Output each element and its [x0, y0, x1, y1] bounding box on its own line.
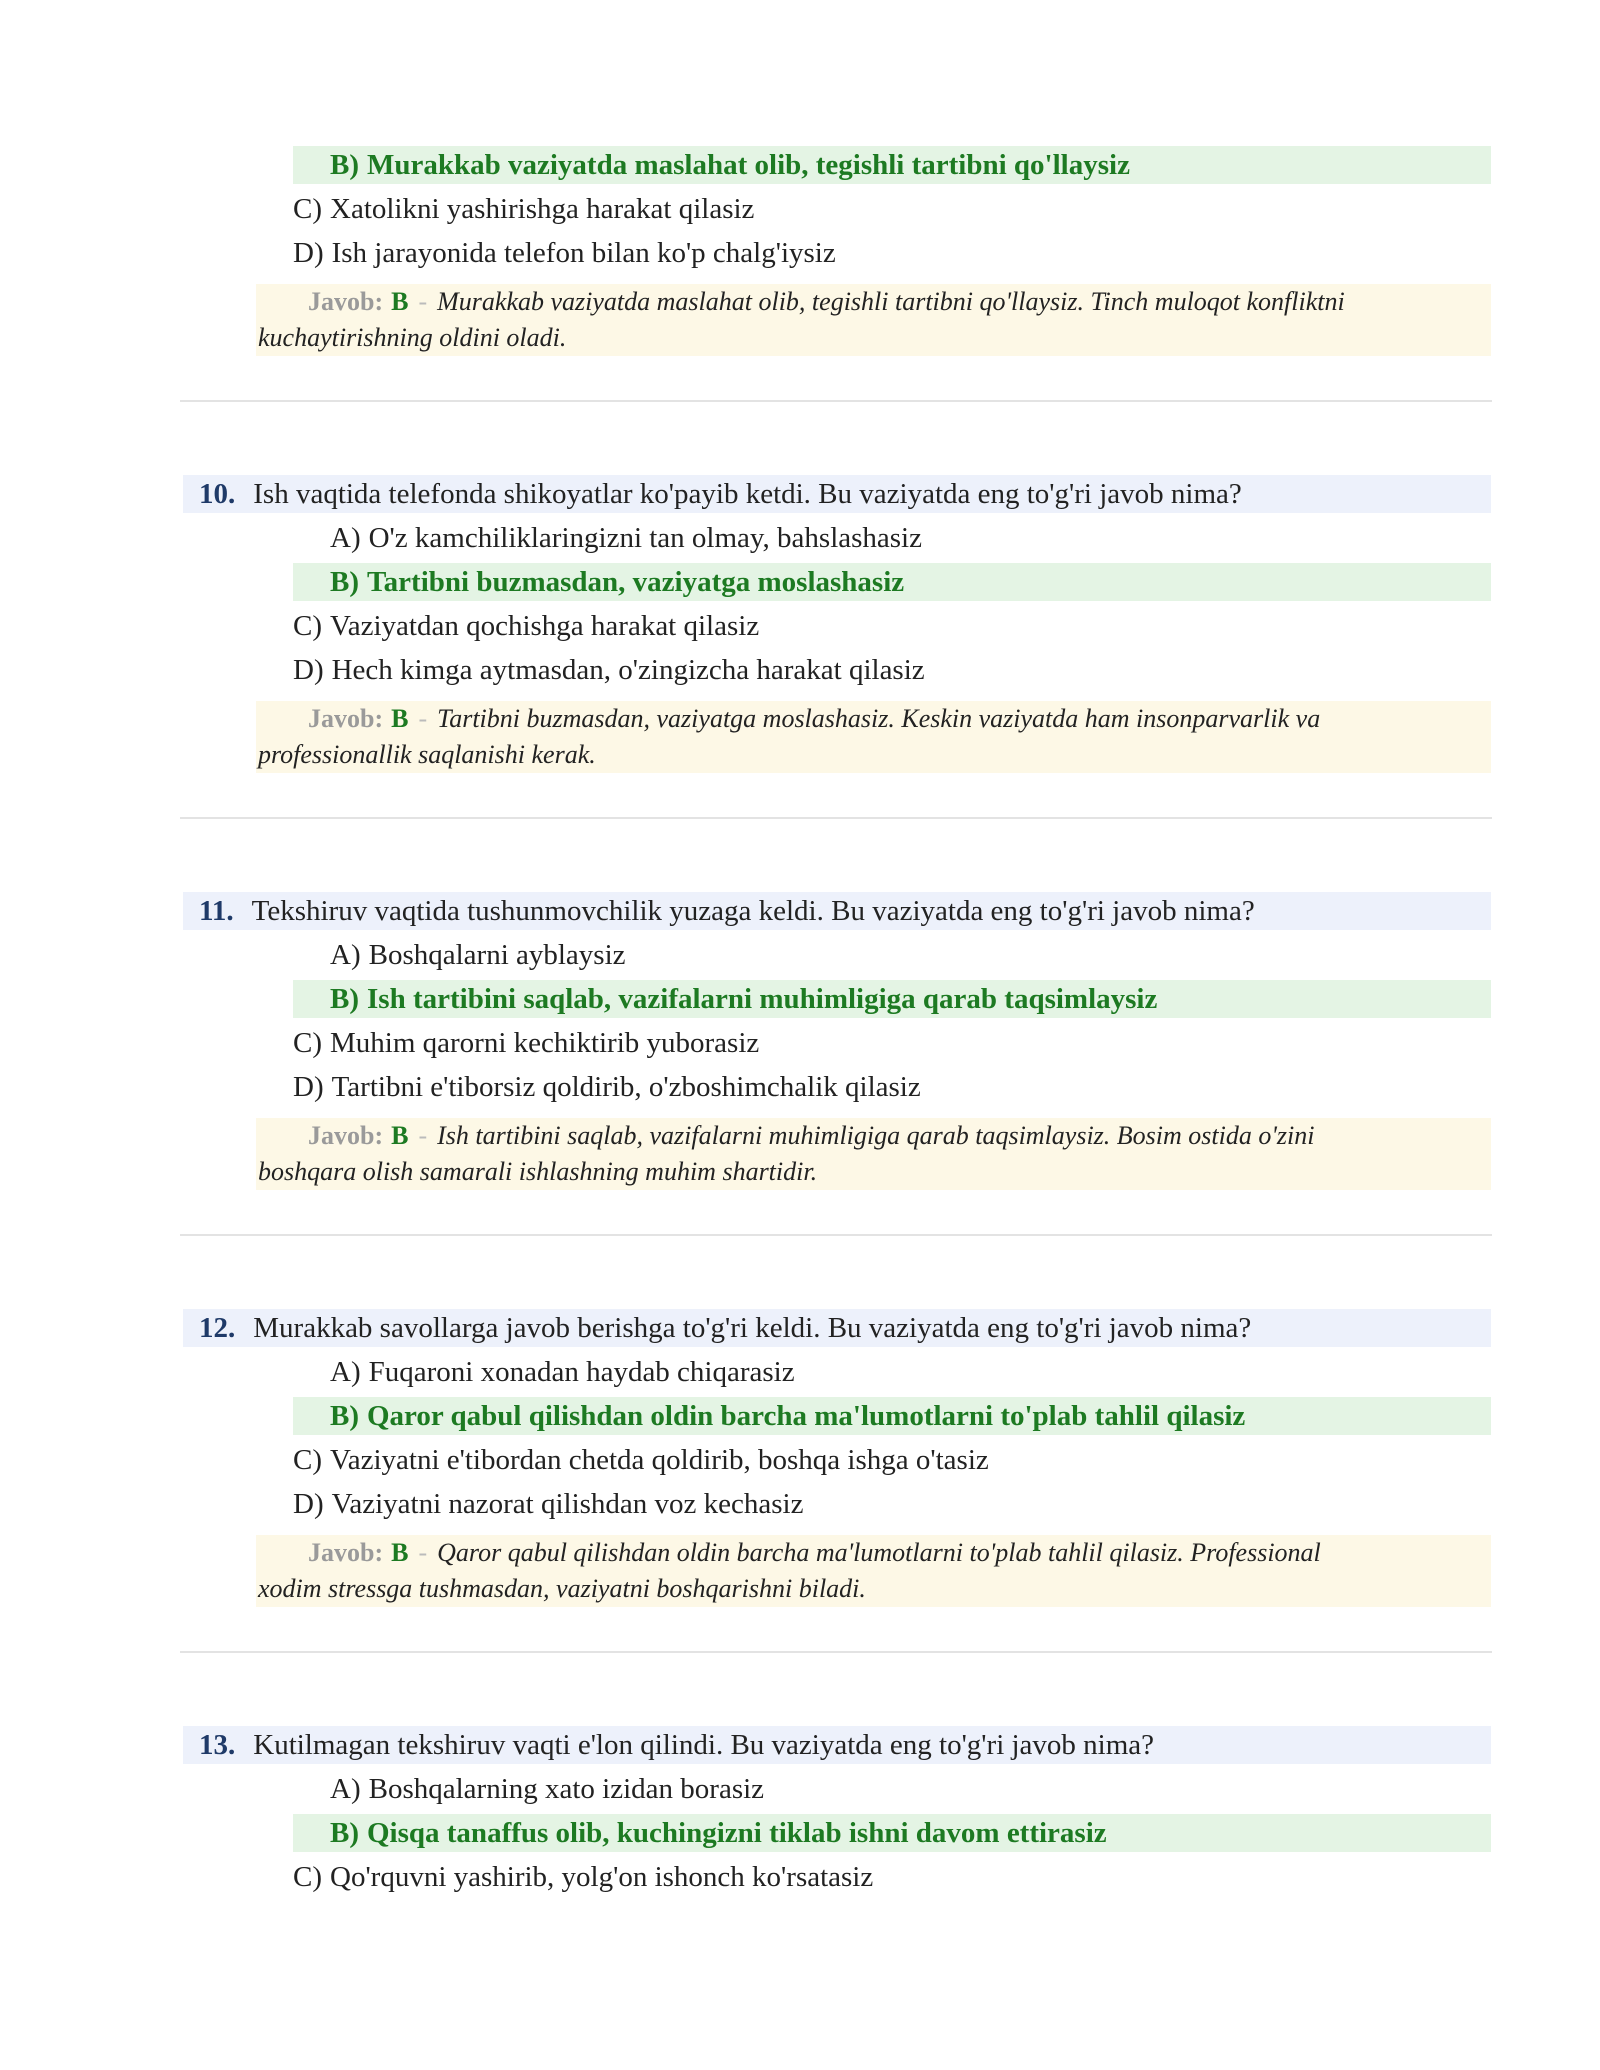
answer-dash: -: [418, 1121, 428, 1150]
option-text: Vaziyatni nazorat qilishdan voz kechasiz: [331, 1487, 804, 1520]
option-label: D): [293, 1070, 324, 1103]
question-text: Murakkab savollarga javob berishga to'g'ri keldi. Bu vaziyatda eng to'g'ri javob nima?: [253, 1311, 1252, 1344]
option-text: Fuqaroni xonadan haydab chiqarasiz: [368, 1355, 795, 1388]
option-label: C): [293, 1026, 322, 1059]
question-number: 12.: [199, 1311, 236, 1344]
question-row: [183, 892, 1491, 930]
option-c: [293, 1858, 873, 1896]
option-label: B): [330, 982, 359, 1015]
option-a: [330, 519, 922, 557]
option-text: Qisqa tanaffus olib, kuchingizni tiklab ishni davom ettirasiz: [367, 1816, 1107, 1849]
answer-dash: -: [418, 704, 428, 733]
option-d: [293, 651, 925, 689]
option-c: [293, 607, 759, 645]
option-b-correct: [293, 980, 1491, 1018]
answer-letter: B: [391, 287, 409, 316]
option-d: [293, 1485, 803, 1523]
option-label: B): [330, 1816, 359, 1849]
option-c: [293, 190, 754, 228]
answer-explanation-line1: Qaror qabul qilishdan oldin barcha ma'lumotlarni to'plab tahlil qilasiz. Professional: [437, 1538, 1321, 1567]
answer-box: [256, 284, 1491, 356]
option-label: A): [330, 938, 361, 971]
option-d: [293, 234, 836, 272]
option-label: D): [293, 653, 324, 686]
answer-explanation-line2: professionallik saqlanishi kerak.: [258, 740, 596, 769]
answer-letter: B: [391, 704, 409, 733]
option-text: Muhim qarorni kechiktirib yuborasiz: [330, 1026, 760, 1059]
option-a: [330, 1353, 795, 1391]
divider: [180, 817, 1492, 819]
answer-letter: B: [391, 1538, 409, 1567]
answer-letter: B: [391, 1121, 409, 1150]
option-label: D): [293, 1487, 324, 1520]
option-b-correct: [293, 146, 1491, 184]
question-number: 13.: [199, 1728, 236, 1761]
option-label: C): [293, 609, 322, 642]
option-c: [293, 1441, 989, 1479]
option-label: B): [330, 1399, 359, 1432]
answer-box: [256, 1535, 1491, 1607]
option-c: [293, 1024, 759, 1062]
question-number: 11.: [199, 894, 234, 927]
question-text: Tekshiruv vaqtida tushunmovchilik yuzaga keldi. Bu vaziyatda eng to'g'ri javob nima?: [251, 894, 1255, 927]
option-label: C): [293, 1860, 322, 1893]
option-text: Vaziyatdan qochishga harakat qilasiz: [330, 609, 760, 642]
divider: [180, 1234, 1492, 1236]
divider: [180, 1651, 1492, 1653]
answer-label: Javob:: [308, 1121, 384, 1150]
question-text: Ish vaqtida telefonda shikoyatlar ko'payib ketdi. Bu vaziyatda eng to'g'ri javob nima?: [253, 477, 1242, 510]
option-text: Qaror qabul qilishdan oldin barcha ma'lumotlarni to'plab tahlil qilasiz: [367, 1399, 1246, 1432]
option-label: B): [330, 565, 359, 598]
answer-label: Javob:: [308, 1538, 384, 1567]
answer-box: [256, 1118, 1491, 1190]
option-text: Murakkab vaziyatda maslahat olib, tegishli tartibni qo'llaysiz: [367, 148, 1130, 181]
answer-explanation-line1: Tartibni buzmasdan, vaziyatga moslashasiz. Keskin vaziyatda ham insonparvarlik va: [437, 704, 1321, 733]
option-text: Qo'rquvni yashirib, yolg'on ishonch ko'rsatasiz: [330, 1860, 874, 1893]
option-text: Vaziyatni e'tibordan chetda qoldirib, boshqa ishga o'tasiz: [330, 1443, 989, 1476]
option-b-correct: [293, 563, 1491, 601]
option-text: Xatolikni yashirishga harakat qilasiz: [330, 192, 755, 225]
option-label: A): [330, 521, 361, 554]
option-text: Tartibni e'tiborsiz qoldirib, o'zboshimchalik qilasiz: [331, 1070, 921, 1103]
question-row: [183, 1726, 1491, 1764]
option-text: Hech kimga aytmasdan, o'zingizcha harakat qilasiz: [331, 653, 925, 686]
question-row: [183, 1309, 1491, 1347]
answer-explanation-line1: Murakkab vaziyatda maslahat olib, tegishli tartibni qo'llaysiz. Tinch muloqot konfliktni: [437, 287, 1345, 316]
answer-label: Javob:: [308, 704, 384, 733]
option-label: A): [330, 1772, 361, 1805]
option-label: C): [293, 1443, 322, 1476]
option-label: C): [293, 192, 322, 225]
option-label: B): [330, 148, 359, 181]
option-label: D): [293, 236, 324, 269]
answer-label: Javob:: [308, 287, 384, 316]
answer-dash: -: [418, 1538, 428, 1567]
option-text: O'z kamchiliklaringizni tan olmay, bahslashasiz: [368, 521, 922, 554]
option-text: Boshqalarning xato izidan borasiz: [368, 1772, 765, 1805]
option-text: Tartibni buzmasdan, vaziyatga moslashasiz: [367, 565, 905, 598]
answer-explanation-line2: kuchaytirishning oldini oladi.: [258, 323, 567, 352]
answer-explanation-line2: xodim stressga tushmasdan, vaziyatni boshqarishni biladi.: [258, 1574, 866, 1603]
option-text: Ish jarayonida telefon bilan ko'p chalg'iysiz: [331, 236, 836, 269]
answer-box: [256, 701, 1491, 773]
question-text: Kutilmagan tekshiruv vaqti e'lon qilindi. Bu vaziyatda eng to'g'ri javob nima?: [253, 1728, 1155, 1761]
option-text: Boshqalarni ayblaysiz: [368, 938, 626, 971]
answer-explanation-line2: boshqara olish samarali ishlashning muhim shartidir.: [258, 1157, 818, 1186]
option-a: [330, 936, 626, 974]
option-a: [330, 1770, 764, 1808]
option-b-correct: [293, 1397, 1491, 1435]
option-b-correct: [293, 1814, 1491, 1852]
option-d: [293, 1068, 921, 1106]
option-text: Ish tartibini saqlab, vazifalarni muhimligiga qarab taqsimlaysiz: [367, 982, 1158, 1015]
answer-dash: -: [418, 287, 428, 316]
question-number: 10.: [199, 477, 236, 510]
question-row: [183, 475, 1491, 513]
option-label: A): [330, 1355, 361, 1388]
divider: [180, 400, 1492, 402]
answer-explanation-line1: Ish tartibini saqlab, vazifalarni muhimligiga qarab taqsimlaysiz. Bosim ostida o'zini: [437, 1121, 1315, 1150]
